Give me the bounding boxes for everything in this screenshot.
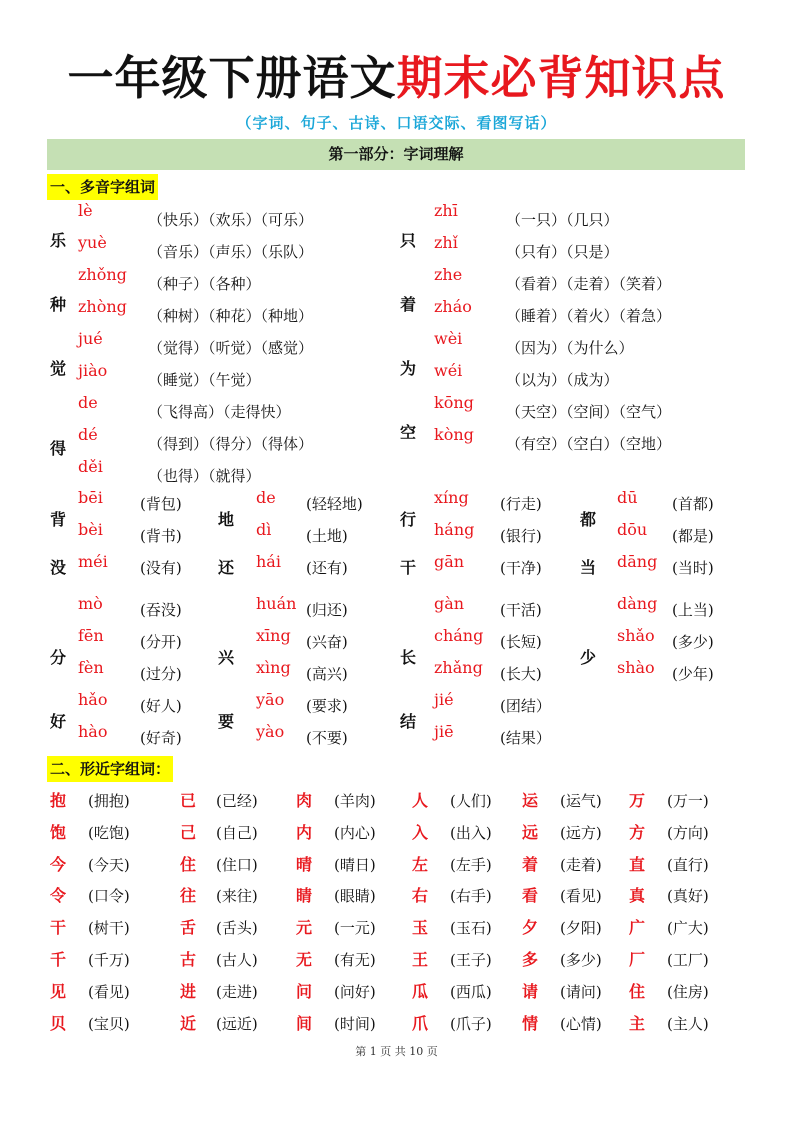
similar-char: 内 [296,822,313,842]
similar-char: 往 [180,886,197,906]
similar-word: (吃饱) [88,823,130,842]
section2-heading: 二、形近字组词： [47,756,173,782]
similar-word: (住口) [216,855,258,874]
polyphone-words: (过分) [140,665,182,683]
polyphone-pinyin: zhǎng [434,658,483,677]
similar-char: 厂 [629,950,646,969]
similar-word: (看见) [88,982,130,1001]
similar-word: (西瓜) [450,982,492,1001]
similar-word: (拥抱) [88,792,130,810]
similar-word: (晴日) [334,855,376,874]
similar-word: (方向) [667,823,709,842]
polyphone-words: (分开) [140,633,182,651]
polyphone-pinyin: dì [256,520,272,539]
polyphone-char: 干 [400,558,417,577]
similar-char: 看 [522,886,539,906]
similar-word: (广大) [667,919,709,938]
polyphone-words: （有空）（空白）（空地） [506,435,672,453]
similar-char: 问 [296,981,313,1001]
polyphone-words: (兴奋) [306,633,348,651]
similar-char: 进 [180,981,197,1001]
similar-word: (内心) [334,823,376,842]
polyphone-words: (当时) [672,559,714,577]
similar-char: 入 [412,822,429,842]
polyphone-pinyin: de [78,393,98,412]
polyphone-words: (结果） [500,729,551,747]
polyphone-char: 为 [400,359,417,378]
similar-char: 瓜 [412,981,429,1001]
similar-word: (口令) [88,887,130,906]
polyphone-pinyin: háng [434,520,475,539]
similar-char: 运 [522,791,539,810]
polyphone-words: （因为）（为什么） [506,339,634,357]
similar-char: 右 [412,886,429,906]
polyphone-words: (轻轻地) [306,495,363,513]
polyphone-words: （种树）（种花）（种地） [148,307,314,325]
similar-char: 近 [180,1013,197,1033]
polyphone-pinyin: xìng [256,658,291,677]
polyphone-pinyin: lè [78,201,93,220]
similar-word: (左手) [450,855,492,874]
polyphone-char: 着 [400,295,417,314]
polyphone-pinyin: shǎo [617,626,655,645]
similar-char: 睛 [296,886,313,906]
polyphone-words: （只有）（只是） [506,243,619,261]
similar-word: (请问) [560,982,602,1001]
polyphone-char: 只 [400,231,417,250]
polyphone-words: (没有) [140,559,182,577]
polyphone-pinyin: zhǒng [78,265,127,284]
similar-char: 千 [50,950,67,969]
similar-word: (走着) [560,855,602,874]
polyphone-words: (土地) [306,527,348,545]
similar-word: (玉石) [450,919,492,938]
similar-word: (万一) [667,792,709,810]
similar-word: (爪子) [450,1014,492,1033]
similar-word: (有无) [334,951,376,969]
polyphone-words: （快乐）（欢乐）（可乐） [148,211,314,229]
polyphone-words: (团结） [500,697,551,715]
polyphone-pinyin: zhòng [78,297,127,316]
polyphone-char: 还 [218,558,235,577]
polyphone-pinyin: shào [617,658,655,677]
polyphone-words: (高兴) [306,665,348,683]
polyphone-words: （睡着）（着火）（着急） [506,307,672,325]
similar-char: 饱 [50,822,67,842]
similar-char: 夕 [522,918,539,938]
similar-char: 干 [50,918,67,938]
similar-word: (树干) [88,919,130,938]
polyphone-words: （一只）（几只） [506,211,619,229]
similar-char: 爪 [412,1013,429,1033]
polyphone-pinyin: méi [78,552,108,571]
similar-word: (已经) [216,792,258,810]
similar-word: (真好) [667,887,709,906]
polyphone-pinyin: kòng [434,425,474,444]
similar-char: 远 [522,822,539,842]
similar-word: (运气) [560,792,602,810]
page-subtitle: （字词、句子、古诗、口语交际、看图写话） [236,114,557,132]
polyphone-pinyin: dāng [617,552,658,571]
similar-char: 古 [180,950,197,969]
polyphone-pinyin: hái [256,552,281,571]
polyphone-words: (上当) [672,601,714,619]
polyphone-words: (银行) [500,527,542,545]
similar-char: 王 [412,950,429,969]
polyphone-pinyin: wèi [434,329,463,348]
polyphone-char: 觉 [50,359,67,378]
polyphone-char: 要 [218,712,235,731]
similar-char: 人 [412,791,429,810]
polyphone-pinyin: de [256,488,276,507]
similar-char: 直 [629,854,646,874]
polyphone-words: (都是) [672,527,714,545]
polyphone-pinyin: bèi [78,520,103,539]
polyphone-char: 地 [218,510,235,529]
similar-char: 住 [629,981,646,1001]
polyphone-words: (长短) [500,633,542,651]
similar-char: 令 [50,886,67,906]
similar-char: 无 [296,950,313,969]
similar-char: 主 [629,1013,646,1033]
polyphone-char: 结 [400,712,417,731]
polyphone-char: 都 [580,510,597,529]
polyphone-char: 当 [580,558,597,577]
polyphone-pinyin: zhǐ [434,233,458,252]
polyphone-pinyin: huán [256,594,297,613]
similar-char: 晴 [296,854,313,874]
similar-char: 着 [522,854,539,874]
polyphone-pinyin: dé [78,425,98,444]
title-red-part: 期末必背知识点 [396,51,726,105]
polyphone-pinyin: hǎo [78,690,108,709]
polyphone-pinyin: jiào [78,361,108,380]
similar-word: (远近) [216,1014,258,1033]
polyphone-pinyin: yuè [78,233,107,252]
polyphone-words: (吞没) [140,601,182,619]
polyphone-pinyin: zháo [434,297,472,316]
polyphone-pinyin: xíng [434,488,469,507]
similar-char: 情 [522,1013,539,1033]
polyphone-words: (不要) [306,729,348,747]
polyphone-words: (还有) [306,559,348,577]
similar-char: 方 [629,822,646,842]
similar-char: 舌 [180,918,197,938]
similar-char: 请 [522,981,539,1001]
polyphone-pinyin: dū [617,488,638,507]
polyphone-pinyin: kōng [434,393,474,412]
similar-word: (心情) [560,1014,602,1033]
polyphone-pinyin: mò [78,594,103,613]
similar-word: (一元) [334,919,376,938]
polyphone-pinyin: jiē [434,722,454,741]
similar-word: (王子) [450,951,492,969]
similar-char: 抱 [50,791,67,810]
polyphone-words: (好奇) [140,729,182,747]
similar-word: (问好) [334,982,376,1001]
similar-char: 见 [50,981,67,1001]
polyphone-words: (背书) [140,527,182,545]
polyphone-words: (少年) [672,665,714,683]
polyphone-words: (好人) [140,697,182,715]
polyphone-pinyin: jié [434,690,454,709]
similar-word: (夕阳) [560,919,602,938]
polyphone-words: （看着）（走着）（笑着） [506,275,672,293]
polyphone-words: (多少) [672,633,714,651]
polyphone-pinyin: fèn [78,658,104,677]
polyphone-pinyin: zhī [434,201,458,220]
similar-word: (远方) [560,823,602,842]
polyphone-words: (干净) [500,559,542,577]
page-title [0,52,793,104]
similar-char: 元 [296,918,313,938]
similar-word: (工厂) [667,951,709,969]
polyphone-words: (首都) [672,495,714,513]
similar-char: 真 [629,886,646,906]
similar-word: (右手) [450,887,492,906]
similar-char: 己 [180,822,197,842]
polyphone-pinyin: děi [78,457,103,476]
similar-word: (眼睛) [334,887,376,906]
similar-char: 已 [180,791,197,810]
polyphone-words: （飞得高）（走得快） [148,403,291,421]
section1-heading: 一、多音字组词 [47,174,158,200]
polyphone-words: （觉得）（听觉）（感觉） [148,339,314,357]
polyphone-words: (干活) [500,601,542,619]
polyphone-words: （天空）（空间）（空气） [506,403,672,421]
similar-char: 多 [522,950,539,969]
polyphone-pinyin: gān [434,552,465,571]
similar-word: (羊肉) [334,792,376,810]
polyphone-pinyin: cháng [434,626,484,645]
polyphone-pinyin: xīng [256,626,291,645]
similar-word: (住房) [667,982,709,1001]
polyphone-pinyin: zhe [434,265,463,284]
polyphone-pinyin: bēi [78,488,103,507]
polyphone-words: （以为）（成为） [506,371,619,389]
similar-char: 间 [296,1013,313,1033]
polyphone-char: 乐 [50,231,67,250]
polyphone-pinyin: yāo [256,690,285,709]
similar-word: (走进) [216,982,258,1001]
polyphone-words: （也得）（就得） [148,467,261,485]
polyphone-words: (背包) [140,495,182,513]
polyphone-words: （睡觉）（午觉） [148,371,261,389]
polyphone-pinyin: fēn [78,626,104,645]
polyphone-pinyin: wéi [434,361,463,380]
similar-word: (舌头) [216,919,258,938]
polyphone-char: 长 [400,648,417,667]
similar-word: (人们) [450,792,492,810]
polyphone-words: (长大) [500,665,542,683]
polyphone-char: 空 [400,423,417,442]
polyphone-char: 分 [50,648,67,667]
similar-char: 左 [412,854,429,874]
similar-char: 肉 [296,791,313,810]
similar-word: (今天) [88,855,130,874]
section-bar: 第一部分：字词理解 [47,139,745,170]
polyphone-words: (行走) [500,495,542,513]
similar-word: (来往) [216,887,258,906]
similar-word: (古人) [216,951,258,969]
polyphone-char: 没 [50,558,67,577]
polyphone-pinyin: jué [78,329,103,348]
polyphone-char: 好 [50,712,67,731]
title-black-part: 一年级下册语文 [67,51,397,105]
similar-char: 贝 [50,1013,67,1033]
page-footer: 第 1 页 共 10 页 [355,1045,438,1058]
similar-word: (多少) [560,951,602,969]
polyphone-char: 得 [50,439,67,458]
polyphone-char: 背 [50,510,67,529]
similar-word: (千万) [88,951,130,969]
similar-char: 今 [50,854,67,874]
similar-char: 万 [629,791,646,810]
similar-word: (自己) [216,823,258,842]
polyphone-char: 种 [50,295,67,314]
polyphone-char: 兴 [218,648,235,667]
polyphone-words: （种子）（各种） [148,275,261,293]
similar-char: 广 [629,918,646,938]
polyphone-words: (要求) [306,697,348,715]
similar-word: (时间) [334,1014,376,1033]
polyphone-pinyin: hào [78,722,108,741]
polyphone-words: （得到）（得分）（得体） [148,435,314,453]
polyphone-words: （音乐）（声乐）（乐队） [148,243,314,261]
similar-word: (看见) [560,887,602,906]
polyphone-pinyin: dàng [617,594,658,613]
polyphone-char: 行 [400,510,417,529]
polyphone-pinyin: dōu [617,520,648,539]
polyphone-words: (归还) [306,601,348,619]
polyphone-pinyin: yào [256,722,285,741]
similar-char: 玉 [412,918,429,938]
similar-char: 住 [180,854,197,874]
similar-word: (宝贝) [88,1014,130,1033]
polyphone-pinyin: gàn [434,594,465,613]
similar-word: (直行) [667,855,709,874]
similar-word: (出入) [450,823,492,842]
polyphone-char: 少 [580,648,597,667]
similar-word: (主人) [667,1014,709,1033]
